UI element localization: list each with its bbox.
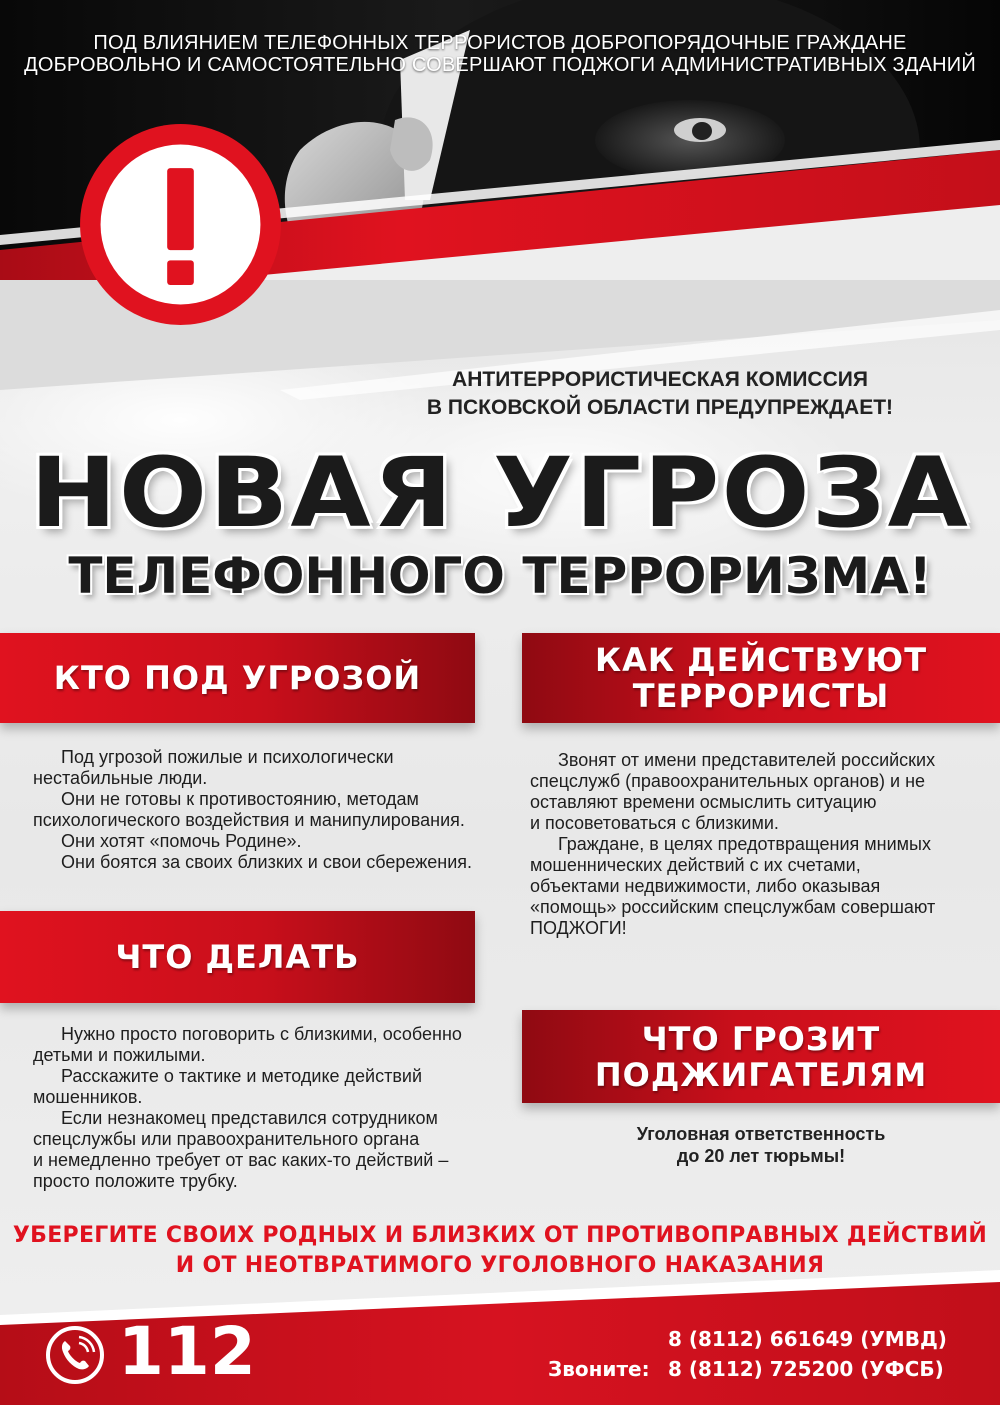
section-text-who [33, 747, 472, 873]
section-text-threat [522, 1123, 1000, 1167]
commission-line-2: В ПСКОВСКОЙ ОБЛАСТИ ПРЕДУПРЕЖДАЕТ! [426, 396, 894, 419]
text-line: и посоветоваться с близкими. [530, 813, 779, 833]
text-line: ПОДЖОГИ! [530, 918, 627, 938]
phone-icon [45, 1325, 105, 1385]
text-line: до 20 лет тюрьмы! [676, 1146, 846, 1166]
text-line: детьми и пожилыми. [33, 1045, 206, 1065]
text-line: Граждане, в целях предотвращения мнимых [558, 834, 931, 854]
warning-line-2: И ОТ НЕОТВРАТИМОГО УГОЛОВНОГО НАКАЗАНИЯ [175, 1253, 825, 1278]
exclamation-icon [78, 122, 283, 327]
commission-notice [380, 366, 940, 422]
phone-ufsb[interactable]: 8 (8112) 725200 (УФСБ) [668, 1357, 944, 1381]
commission-line-1: АНТИТЕРРОРИСТИЧЕСКАЯ КОМИССИЯ [452, 368, 868, 391]
section-banner-what [0, 911, 475, 1003]
text-line: и немедленно требует от вас каких-то действий – [33, 1150, 449, 1170]
warning-line-1: УБЕРЕГИТЕ СВОИХ РОДНЫХ И БЛИЗКИХ ОТ ПРОТИВОПРАВНЫХ ДЕЙСТВИЙ [12, 1223, 988, 1248]
headline-primary: НОВАЯ УГРОЗА [29, 437, 971, 549]
text-line: «помощь» российским спецслужбам совершают [530, 897, 936, 917]
section-text-how [530, 750, 935, 939]
text-line: Они боятся за своих близких и свои сбережения. [61, 852, 473, 872]
section-title-threat-1: ЧТО ГРОЗИТ [641, 1019, 881, 1058]
text-line: объектами недвижимости, либо оказывая [530, 876, 881, 896]
headline-secondary: ТЕЛЕФОННОГО ТЕРРОРИЗМА! [68, 547, 932, 605]
section-title-what: ЧТО ДЕЛАТЬ [115, 938, 360, 976]
text-line: психологического воздействия и манипулирования. [33, 810, 465, 830]
section-text-what [33, 1024, 462, 1192]
top-caption-line-2: ДОБРОВОЛЬНО И САМОСТОЯТЕЛЬНО СОВЕРШАЮТ ПОДЖОГИ АДМИНИСТРАТИВНЫХ ЗДАНИЙ [24, 54, 976, 76]
top-caption [0, 32, 1000, 76]
section-title-who: КТО ПОД УГРОЗОЙ [53, 659, 422, 697]
section-banner-who [0, 633, 475, 723]
section-banner-how [522, 633, 1000, 723]
text-line: Они хотят «помочь Родине». [61, 831, 302, 851]
emergency-number[interactable]: 112 [118, 1313, 256, 1390]
call-label: Звоните: [548, 1357, 650, 1381]
section-banner-threat [522, 1010, 1000, 1103]
text-line: Они не готовы к противостоянию, методам [61, 789, 419, 809]
text-line: оставляют времени осмыслить ситуацию [530, 792, 877, 812]
text-line: Звонят от имени представителей российских [558, 750, 936, 770]
section-title-how-1: КАК ДЕЙСТВУЮТ [594, 641, 928, 679]
text-line: мошенников. [33, 1087, 143, 1107]
text-line: просто положите трубку. [33, 1171, 238, 1191]
text-line: спецслужбы или правоохранительного органа [33, 1129, 420, 1149]
text-line: Под угрозой пожилые и психологически [61, 747, 394, 767]
text-line: нестабильные люди. [33, 768, 208, 788]
section-title-threat-2: ПОДЖИГАТЕЛЯМ [594, 1055, 928, 1094]
top-caption-line-1: ПОД ВЛИЯНИЕМ ТЕЛЕФОННЫХ ТЕРРОРИСТОВ ДОБРОПОРЯДОЧНЫЕ ГРАЖДАНЕ [93, 32, 907, 54]
text-line: Уголовная ответственность [636, 1124, 886, 1144]
text-line: мошеннических действий с их счетами, [530, 855, 861, 875]
text-line: Если незнакомец представился сотрудником [61, 1108, 438, 1128]
text-line: Расскажите о тактике и методике действий [61, 1066, 423, 1086]
text-line: Нужно просто поговорить с близкими, особенно [61, 1024, 462, 1044]
text-line: спецслужб (правоохранительных органов) и не [530, 771, 926, 791]
section-title-how-2: ТЕРРОРИСТЫ [632, 677, 890, 715]
phone-umvd[interactable]: 8 (8112) 661649 (УМВД) [668, 1327, 947, 1351]
